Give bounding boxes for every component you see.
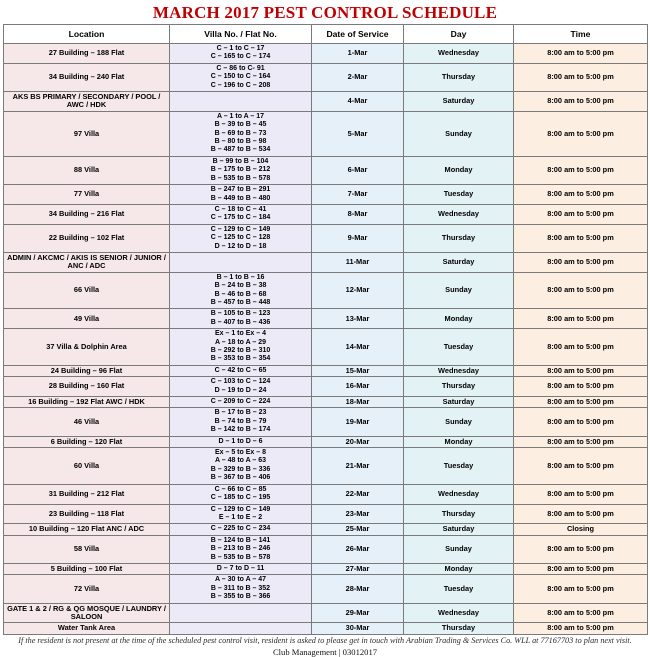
villa-range-line: C – 66 to C – 85 xyxy=(214,485,267,493)
cell-day: Sunday xyxy=(404,111,514,156)
cell-time: 8:00 am to 5:00 pm xyxy=(514,603,648,623)
schedule-table xyxy=(3,24,648,635)
cell-villa-numbers xyxy=(170,623,312,634)
cell-villa-numbers xyxy=(170,63,312,91)
table-row xyxy=(4,92,648,112)
table-row xyxy=(4,309,648,329)
cell-time: 8:00 am to 5:00 pm xyxy=(514,44,648,64)
table-row xyxy=(4,603,648,623)
cell-time: 8:00 am to 5:00 pm xyxy=(514,185,648,205)
cell-time: Closing xyxy=(514,524,648,535)
cell-time: 8:00 am to 5:00 pm xyxy=(514,224,648,252)
villa-range-line: B – 311 to B – 352 xyxy=(210,584,271,592)
table-row xyxy=(4,329,648,366)
cell-villa-numbers xyxy=(170,436,312,447)
cell-location: 10 Building – 120 Flat ANC / ADC xyxy=(4,524,170,535)
villa-range-line: C – 165 to C – 174 xyxy=(210,53,271,61)
footer-note-block xyxy=(3,636,647,657)
villa-range-line: C – 42 to C – 65 xyxy=(214,366,267,374)
cell-location: 66 Villa xyxy=(4,272,170,309)
cell-location: 34 Building – 216 Flat xyxy=(4,204,170,224)
cell-date: 11-Mar xyxy=(312,252,404,272)
cell-location: 49 Villa xyxy=(4,309,170,329)
cell-time: 8:00 am to 5:00 pm xyxy=(514,329,648,366)
cell-day: Saturday xyxy=(404,92,514,112)
table-row xyxy=(4,224,648,252)
cell-villa-numbers xyxy=(170,397,312,408)
cell-day: Monday xyxy=(404,309,514,329)
cell-day: Thursday xyxy=(404,224,514,252)
cell-date: 20-Mar xyxy=(312,436,404,447)
cell-time: 8:00 am to 5:00 pm xyxy=(514,623,648,634)
table-row xyxy=(4,408,648,436)
table-row xyxy=(4,524,648,535)
cell-time: 8:00 am to 5:00 pm xyxy=(514,272,648,309)
cell-date: 4-Mar xyxy=(312,92,404,112)
villa-range-line: C – 125 to C – 128 xyxy=(210,234,271,242)
cell-villa-numbers xyxy=(170,156,312,184)
villa-range-line: C – 175 to C – 184 xyxy=(210,214,271,222)
villa-range-line: B – 74 to B – 79 xyxy=(214,417,267,425)
cell-date: 18-Mar xyxy=(312,397,404,408)
cell-day: Monday xyxy=(404,436,514,447)
cell-villa-numbers xyxy=(170,329,312,366)
cell-day: Wednesday xyxy=(404,484,514,504)
villa-range-line: B – 124 to B – 141 xyxy=(210,536,271,544)
footer-note: If the resident is not present at the time of the scheduled pest control visit, resident is asked to please get in touch with Arabian Trading & Services Co. WLL at 77167703 to plan next visit. xyxy=(18,635,632,645)
cell-day: Wednesday xyxy=(404,44,514,64)
villa-range-line: Ex – 5 to Ex – 8 xyxy=(215,449,266,457)
table-row xyxy=(4,484,648,504)
cell-location: 72 Villa xyxy=(4,575,170,603)
villa-range-line: B – 105 to B – 123 xyxy=(210,310,271,318)
cell-villa-numbers xyxy=(170,603,312,623)
cell-date: 1-Mar xyxy=(312,44,404,64)
cell-date: 9-Mar xyxy=(312,224,404,252)
cell-day: Tuesday xyxy=(404,448,514,485)
villa-range-line: C – 209 to C – 224 xyxy=(210,398,271,406)
cell-villa-numbers xyxy=(170,504,312,524)
cell-location: 6 Building – 120 Flat xyxy=(4,436,170,447)
column-header-date: Date of Service xyxy=(312,25,404,44)
villa-range-line: B – 142 to B – 174 xyxy=(210,426,271,434)
villa-range-line: B – 353 to B – 354 xyxy=(210,355,271,363)
villa-range-line: A – 1 to A – 17 xyxy=(216,112,265,120)
cell-villa-numbers xyxy=(170,377,312,397)
cell-location: Water Tank Area xyxy=(4,623,170,634)
cell-day: Monday xyxy=(404,156,514,184)
villa-range-line: C – 185 to C – 195 xyxy=(210,494,271,502)
cell-location: 77 Villa xyxy=(4,185,170,205)
villa-range-line: B – 355 to B – 366 xyxy=(210,593,271,601)
villa-range-line: A – 18 to A – 29 xyxy=(215,338,266,346)
cell-time: 8:00 am to 5:00 pm xyxy=(514,563,648,574)
cell-day: Thursday xyxy=(404,504,514,524)
cell-location: 60 Villa xyxy=(4,448,170,485)
villa-range-line: B – 329 to B – 336 xyxy=(210,465,271,473)
cell-location: 31 Building – 212 Flat xyxy=(4,484,170,504)
cell-time: 8:00 am to 5:00 pm xyxy=(514,408,648,436)
cell-time: 8:00 am to 5:00 pm xyxy=(514,377,648,397)
cell-location: AKS BS PRIMARY / SECONDARY / POOL / AWC / HDK xyxy=(4,92,170,112)
column-header-villa: Villa No. / Flat No. xyxy=(170,25,312,44)
cell-location: 58 Villa xyxy=(4,535,170,563)
cell-villa-numbers xyxy=(170,252,312,272)
column-header-location: Location xyxy=(4,25,170,44)
cell-villa-numbers xyxy=(170,185,312,205)
table-row xyxy=(4,185,648,205)
villa-range-line: B – 407 to B – 436 xyxy=(210,318,271,326)
cell-villa-numbers xyxy=(170,309,312,329)
cell-time: 8:00 am to 5:00 pm xyxy=(514,448,648,485)
cell-time: 8:00 am to 5:00 pm xyxy=(514,535,648,563)
cell-location: 22 Building – 102 Flat xyxy=(4,224,170,252)
cell-date: 14-Mar xyxy=(312,329,404,366)
cell-time: 8:00 am to 5:00 pm xyxy=(514,504,648,524)
villa-range-line: D – 1 to D – 6 xyxy=(218,437,263,445)
cell-date: 8-Mar xyxy=(312,204,404,224)
cell-day: Tuesday xyxy=(404,575,514,603)
villa-range-line: C – 86 to C- 91 xyxy=(216,64,265,72)
table-row xyxy=(4,252,648,272)
table-row xyxy=(4,563,648,574)
cell-date: 22-Mar xyxy=(312,484,404,504)
villa-range-line: B – 17 to B – 23 xyxy=(214,409,267,417)
column-header-day: Day xyxy=(404,25,514,44)
villa-range-line: B – 535 to B – 578 xyxy=(210,174,271,182)
cell-villa-numbers xyxy=(170,484,312,504)
cell-day: Thursday xyxy=(404,63,514,91)
cell-location: 37 Villa & Dolphin Area xyxy=(4,329,170,366)
cell-location: 23 Building – 118 Flat xyxy=(4,504,170,524)
villa-range-line: B – 24 to B – 38 xyxy=(214,282,267,290)
cell-location: ADMIN / AKCMC / AKIS IS SENIOR / JUNIOR / ANC / ADC xyxy=(4,252,170,272)
cell-location: 88 Villa xyxy=(4,156,170,184)
cell-villa-numbers xyxy=(170,563,312,574)
villa-range-line: B – 213 to B – 246 xyxy=(210,545,271,553)
cell-day: Thursday xyxy=(404,623,514,634)
cell-time: 8:00 am to 5:00 pm xyxy=(514,111,648,156)
table-row xyxy=(4,436,648,447)
cell-time: 8:00 am to 5:00 pm xyxy=(514,309,648,329)
villa-range-line: B – 99 to B – 104 xyxy=(212,157,269,165)
cell-villa-numbers xyxy=(170,408,312,436)
page-title: MARCH 2017 PEST CONTROL SCHEDULE xyxy=(152,3,498,22)
villa-range-line: B – 80 to B – 98 xyxy=(214,138,267,146)
cell-villa-numbers xyxy=(170,111,312,156)
villa-range-line: B – 367 to B – 406 xyxy=(210,474,271,482)
cell-time: 8:00 am to 5:00 pm xyxy=(514,252,648,272)
villa-range-line: D – 7 to D – 11 xyxy=(216,564,265,572)
cell-date: 5-Mar xyxy=(312,111,404,156)
cell-villa-numbers xyxy=(170,365,312,376)
cell-villa-numbers xyxy=(170,224,312,252)
villa-range-line: C – 129 to C – 149 xyxy=(210,225,271,233)
table-row xyxy=(4,575,648,603)
table-body xyxy=(4,44,648,635)
cell-day: Sunday xyxy=(404,535,514,563)
cell-time: 8:00 am to 5:00 pm xyxy=(514,575,648,603)
cell-villa-numbers xyxy=(170,92,312,112)
table-row xyxy=(4,272,648,309)
cell-location: 28 Building – 160 Flat xyxy=(4,377,170,397)
villa-range-line: Ex – 1 to Ex – 4 xyxy=(215,330,266,338)
cell-date: 13-Mar xyxy=(312,309,404,329)
cell-day: Sunday xyxy=(404,272,514,309)
cell-date: 16-Mar xyxy=(312,377,404,397)
table-row xyxy=(4,504,648,524)
cell-day: Saturday xyxy=(404,524,514,535)
villa-range-line: A – 30 to A – 47 xyxy=(215,576,266,584)
cell-day: Monday xyxy=(404,563,514,574)
cell-date: 30-Mar xyxy=(312,623,404,634)
villa-range-line: B – 46 to B – 68 xyxy=(214,290,267,298)
cell-day: Wednesday xyxy=(404,204,514,224)
cell-location: 27 Building – 188 Flat xyxy=(4,44,170,64)
cell-date: 19-Mar xyxy=(312,408,404,436)
table-header-row xyxy=(4,25,648,44)
cell-day: Tuesday xyxy=(404,185,514,205)
villa-range-line: D – 12 to D – 18 xyxy=(214,242,267,250)
column-header-time: Time xyxy=(514,25,648,44)
cell-day: Saturday xyxy=(404,252,514,272)
cell-location: 24 Building – 96 Flat xyxy=(4,365,170,376)
villa-range-line: D – 19 to D – 24 xyxy=(214,386,267,394)
cell-date: 23-Mar xyxy=(312,504,404,524)
cell-villa-numbers xyxy=(170,535,312,563)
cell-villa-numbers xyxy=(170,448,312,485)
cell-day: Saturday xyxy=(404,397,514,408)
cell-day: Sunday xyxy=(404,408,514,436)
cell-date: 26-Mar xyxy=(312,535,404,563)
villa-range-line: B – 39 to B – 45 xyxy=(214,121,267,129)
cell-time: 8:00 am to 5:00 pm xyxy=(514,365,648,376)
cell-time: 8:00 am to 5:00 pm xyxy=(514,204,648,224)
cell-time: 8:00 am to 5:00 pm xyxy=(514,397,648,408)
villa-range-line: C – 103 to C – 124 xyxy=(210,378,271,386)
cell-location: GATE 1 & 2 / RG & QG MOSQUE / LAUNDRY / SALOON xyxy=(4,603,170,623)
cell-day: Wednesday xyxy=(404,603,514,623)
table-row xyxy=(4,63,648,91)
cell-location: 16 Building – 192 Flat AWC / HDK xyxy=(4,397,170,408)
cell-date: 15-Mar xyxy=(312,365,404,376)
villa-range-line: C – 18 to C – 41 xyxy=(214,205,267,213)
cell-location: 97 Villa xyxy=(4,111,170,156)
cell-villa-numbers xyxy=(170,575,312,603)
table-row xyxy=(4,156,648,184)
villa-range-line: E – 1 to E – 2 xyxy=(218,513,263,521)
cell-date: 6-Mar xyxy=(312,156,404,184)
villa-range-line: C – 1 to C – 17 xyxy=(216,45,265,52)
villa-range-line: B – 175 to B – 212 xyxy=(210,166,271,174)
cell-day: Wednesday xyxy=(404,365,514,376)
villa-range-line: B – 247 to B – 291 xyxy=(210,186,271,194)
cell-day: Tuesday xyxy=(404,329,514,366)
villa-range-line: B – 457 to B – 448 xyxy=(210,298,271,306)
table-row xyxy=(4,365,648,376)
cell-time: 8:00 am to 5:00 pm xyxy=(514,92,648,112)
cell-time: 8:00 am to 5:00 pm xyxy=(514,436,648,447)
table-row xyxy=(4,44,648,64)
table-row xyxy=(4,111,648,156)
footer-management: Club Management | 03012017 xyxy=(272,646,378,657)
cell-date: 29-Mar xyxy=(312,603,404,623)
villa-range-line: C – 150 to C – 164 xyxy=(210,73,271,81)
table-row xyxy=(4,623,648,634)
villa-range-line: A – 48 to A – 63 xyxy=(215,457,266,465)
cell-time: 8:00 am to 5:00 pm xyxy=(514,63,648,91)
table-row xyxy=(4,535,648,563)
cell-date: 7-Mar xyxy=(312,185,404,205)
villa-range-line: B – 1 to B – 16 xyxy=(216,273,265,281)
cell-location: 46 Villa xyxy=(4,408,170,436)
cell-villa-numbers xyxy=(170,44,312,64)
cell-day: Thursday xyxy=(404,377,514,397)
cell-villa-numbers xyxy=(170,204,312,224)
villa-range-line: C – 225 to C – 234 xyxy=(210,525,271,533)
cell-date: 28-Mar xyxy=(312,575,404,603)
villa-range-line: B – 449 to B – 480 xyxy=(210,194,271,202)
cell-date: 27-Mar xyxy=(312,563,404,574)
cell-villa-numbers xyxy=(170,524,312,535)
cell-time: 8:00 am to 5:00 pm xyxy=(514,156,648,184)
cell-date: 2-Mar xyxy=(312,63,404,91)
table-row xyxy=(4,377,648,397)
table-row xyxy=(4,397,648,408)
cell-time: 8:00 am to 5:00 pm xyxy=(514,484,648,504)
villa-range-line: C – 129 to C – 149 xyxy=(210,505,271,513)
villa-range-line: C – 196 to C – 208 xyxy=(210,81,271,89)
villa-range-line: B – 292 to B – 310 xyxy=(210,347,271,354)
cell-villa-numbers xyxy=(170,272,312,309)
cell-date: 21-Mar xyxy=(312,448,404,485)
cell-date: 25-Mar xyxy=(312,524,404,535)
cell-location: 34 Building – 240 Flat xyxy=(4,63,170,91)
cell-date: 12-Mar xyxy=(312,272,404,309)
villa-range-line: B – 487 to B – 534 xyxy=(210,146,271,154)
villa-range-line: B – 69 to B – 73 xyxy=(214,129,267,137)
table-row xyxy=(4,448,648,485)
villa-range-line: B – 535 to B – 578 xyxy=(210,553,271,561)
cell-location: 5 Building – 100 Flat xyxy=(4,563,170,574)
table-row xyxy=(4,204,648,224)
